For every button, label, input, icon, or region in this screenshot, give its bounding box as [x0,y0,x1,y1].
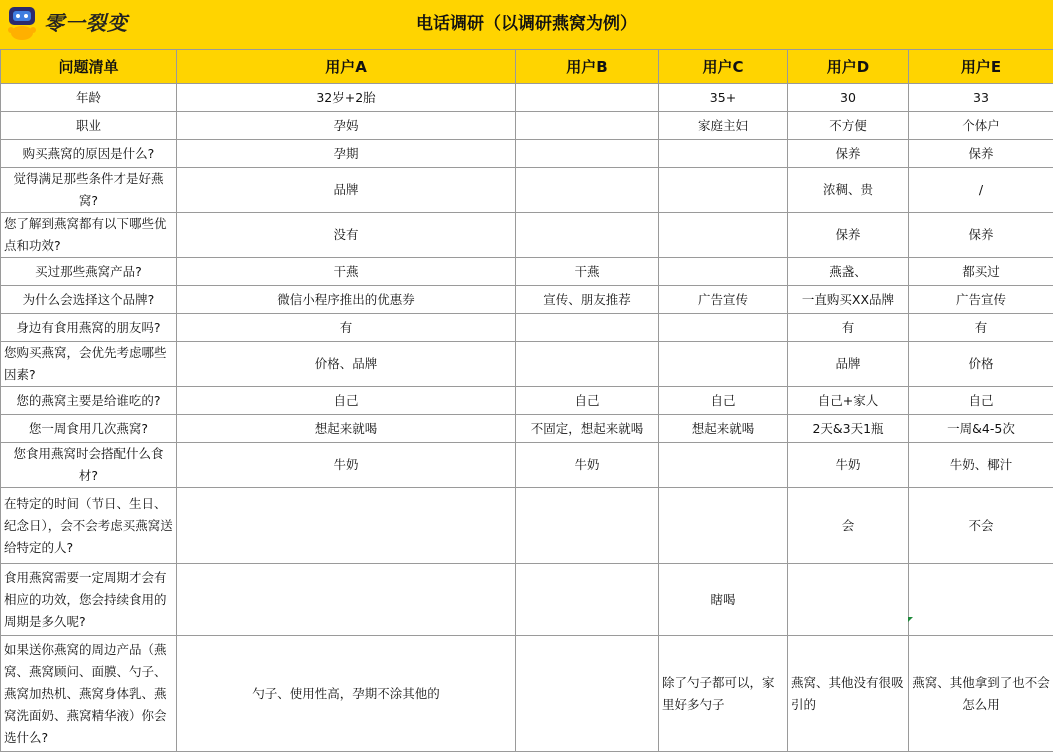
question-cell[interactable]: 如果送你燕窝的周边产品（燕窝、燕窝顾问、面膜、勺子、燕窝加热机、燕窝身体乳、燕窝洗面奶、燕窝精华液）你会选什么? [1,636,177,752]
answer-cell-user-b[interactable] [516,314,659,342]
answer-cell-user-a[interactable]: 孕期 [177,140,516,168]
answer-cell-user-c[interactable]: 广告宣传 [659,286,788,314]
answer-cell-user-e[interactable]: 燕窝、其他拿到了也不会怎么用 [909,636,1053,752]
answer-cell-user-a[interactable] [177,488,516,564]
answer-cell-user-b[interactable]: 不固定，想起来就喝 [516,415,659,443]
answer-cell-user-a[interactable] [177,564,516,636]
header-row [1,50,1053,84]
answer-cell-user-e[interactable] [909,564,1053,636]
answer-cell-user-c[interactable] [659,258,788,286]
answer-cell-user-a[interactable]: 微信小程序推出的优惠券 [177,286,516,314]
answer-cell-user-d[interactable]: 2天&3天1瓶 [788,415,909,443]
answer-cell-user-c[interactable] [659,443,788,488]
question-cell[interactable]: 觉得满足那些条件才是好燕窝? [1,168,177,213]
column-header-questions[interactable]: 问题清单 [1,50,177,84]
answer-cell-user-e[interactable]: 自己 [909,387,1053,415]
cell-comment-marker [908,617,913,622]
table-row [1,258,1053,286]
question-cell[interactable]: 您一周食用几次燕窝? [1,415,177,443]
table-row [1,286,1053,314]
answer-cell-user-c[interactable] [659,314,788,342]
survey-table [0,49,1053,752]
answer-cell-user-d[interactable]: 品牌 [788,342,909,387]
answer-cell-user-d[interactable]: 牛奶 [788,443,909,488]
question-cell[interactable]: 您的燕窝主要是给谁吃的? [1,387,177,415]
answer-cell-user-b[interactable] [516,140,659,168]
table-row [1,112,1053,140]
column-header-user-c[interactable]: 用户C [659,50,788,84]
table-row [1,443,1053,488]
answer-cell-user-d[interactable]: 保养 [788,213,909,258]
answer-cell-user-e[interactable]: 一周&4-5次 [909,415,1053,443]
answer-cell-user-a[interactable]: 自己 [177,387,516,415]
table-row [1,488,1053,564]
answer-cell-user-e[interactable]: 33 [909,84,1053,112]
table-row [1,342,1053,387]
answer-cell-user-c[interactable]: 除了勺子都可以，家里好多勺子 [659,636,788,752]
answer-cell-user-a[interactable]: 勺子、使用性高，孕期不涂其他的 [177,636,516,752]
table-row [1,168,1053,213]
answer-cell-user-b[interactable]: 干燕 [516,258,659,286]
question-cell[interactable]: 买过那些燕窝产品? [1,258,177,286]
answer-cell-user-d[interactable]: 会 [788,488,909,564]
question-cell[interactable]: 购买燕窝的原因是什么? [1,140,177,168]
question-cell[interactable]: 食用燕窝需要一定周期才会有相应的功效，您会持续食用的周期是多久呢? [1,564,177,636]
answer-cell-user-c[interactable] [659,168,788,213]
answer-cell-user-c[interactable] [659,213,788,258]
answer-cell-user-d[interactable]: 自己+家人 [788,387,909,415]
table-row [1,636,1053,752]
answer-cell-user-e[interactable]: / [909,168,1053,213]
question-cell[interactable]: 您购买燕窝，会优先考虑哪些因素? [1,342,177,387]
table-row [1,84,1053,112]
answer-cell-user-a[interactable]: 干燕 [177,258,516,286]
brand-name: 零一裂变 [44,7,128,36]
question-cell[interactable]: 职业 [1,112,177,140]
answer-cell-user-a[interactable]: 32岁+2胎 [177,84,516,112]
answer-cell-user-e[interactable]: 不会 [909,488,1053,564]
answer-cell-user-c[interactable] [659,342,788,387]
answer-cell-user-d[interactable]: 一直购买XX品牌 [788,286,909,314]
question-cell[interactable]: 您食用燕窝时会搭配什么食材? [1,443,177,488]
answer-cell-user-e[interactable]: 都买过 [909,258,1053,286]
answer-cell-user-b[interactable] [516,168,659,213]
answer-cell-user-d[interactable] [788,564,909,636]
answer-cell-user-a[interactable]: 品牌 [177,168,516,213]
table-row [1,387,1053,415]
answer-cell-user-b[interactable] [516,564,659,636]
answer-cell-user-b[interactable] [516,488,659,564]
table-row [1,415,1053,443]
answer-cell-user-b[interactable]: 宣传、朋友推荐 [516,286,659,314]
answer-cell-user-d[interactable]: 保养 [788,140,909,168]
page-title: 电话调研（以调研燕窝为例） [0,0,1053,49]
answer-cell-user-c[interactable]: 家庭主妇 [659,112,788,140]
answer-cell-user-b[interactable]: 自己 [516,387,659,415]
answer-cell-user-b[interactable] [516,84,659,112]
question-cell[interactable]: 在特定的时间（节日、生日、纪念日），会不会考虑买燕窝送给特定的人? [1,488,177,564]
column-header-user-b[interactable]: 用户B [516,50,659,84]
answer-cell-user-d[interactable]: 有 [788,314,909,342]
answer-cell-user-c[interactable] [659,488,788,564]
answer-cell-user-c[interactable]: 35+ [659,84,788,112]
answer-cell-user-c[interactable] [659,140,788,168]
answer-cell-user-b[interactable] [516,636,659,752]
answer-cell-user-a[interactable]: 牛奶 [177,443,516,488]
answer-cell-user-a[interactable]: 想起来就喝 [177,415,516,443]
column-header-user-d[interactable]: 用户D [788,50,909,84]
answer-cell-user-d[interactable]: 30 [788,84,909,112]
answer-cell-user-e[interactable]: 保养 [909,213,1053,258]
table-row [1,314,1053,342]
column-header-user-e[interactable]: 用户E [909,50,1053,84]
answer-cell-user-b[interactable] [516,342,659,387]
answer-cell-user-e[interactable]: 个体户 [909,112,1053,140]
answer-cell-user-e[interactable]: 价格 [909,342,1053,387]
answer-cell-user-a[interactable]: 价格、品牌 [177,342,516,387]
answer-cell-user-a[interactable]: 孕妈 [177,112,516,140]
answer-cell-user-d[interactable]: 不方便 [788,112,909,140]
answer-cell-user-e[interactable]: 保养 [909,140,1053,168]
title-bar [0,0,1053,50]
answer-cell-user-c[interactable]: 自己 [659,387,788,415]
question-cell[interactable]: 身边有食用燕窝的朋友吗? [1,314,177,342]
answer-cell-user-c[interactable]: 瞎喝 [659,564,788,636]
answer-cell-user-d[interactable]: 浓稠、贵 [788,168,909,213]
answer-cell-user-b[interactable] [516,112,659,140]
answer-cell-user-c[interactable]: 想起来就喝 [659,415,788,443]
question-cell[interactable]: 您了解到燕窝都有以下哪些优点和功效? [1,213,177,258]
question-cell[interactable]: 为什么会选择这个品牌? [1,286,177,314]
answer-cell-user-e[interactable]: 牛奶、椰汁 [909,443,1053,488]
column-header-user-a[interactable]: 用户A [177,50,516,84]
answer-cell-user-d[interactable]: 燕盏、 [788,258,909,286]
answer-cell-user-d[interactable]: 燕窝、其他没有很吸引的 [788,636,909,752]
question-cell[interactable]: 年龄 [1,84,177,112]
answer-cell-user-e[interactable]: 广告宣传 [909,286,1053,314]
answer-cell-user-b[interactable] [516,213,659,258]
answer-cell-user-a[interactable]: 有 [177,314,516,342]
table-row [1,140,1053,168]
table-row [1,213,1053,258]
answer-cell-user-b[interactable]: 牛奶 [516,443,659,488]
answer-cell-user-a[interactable]: 没有 [177,213,516,258]
answer-cell-user-e[interactable]: 有 [909,314,1053,342]
table-row [1,564,1053,636]
